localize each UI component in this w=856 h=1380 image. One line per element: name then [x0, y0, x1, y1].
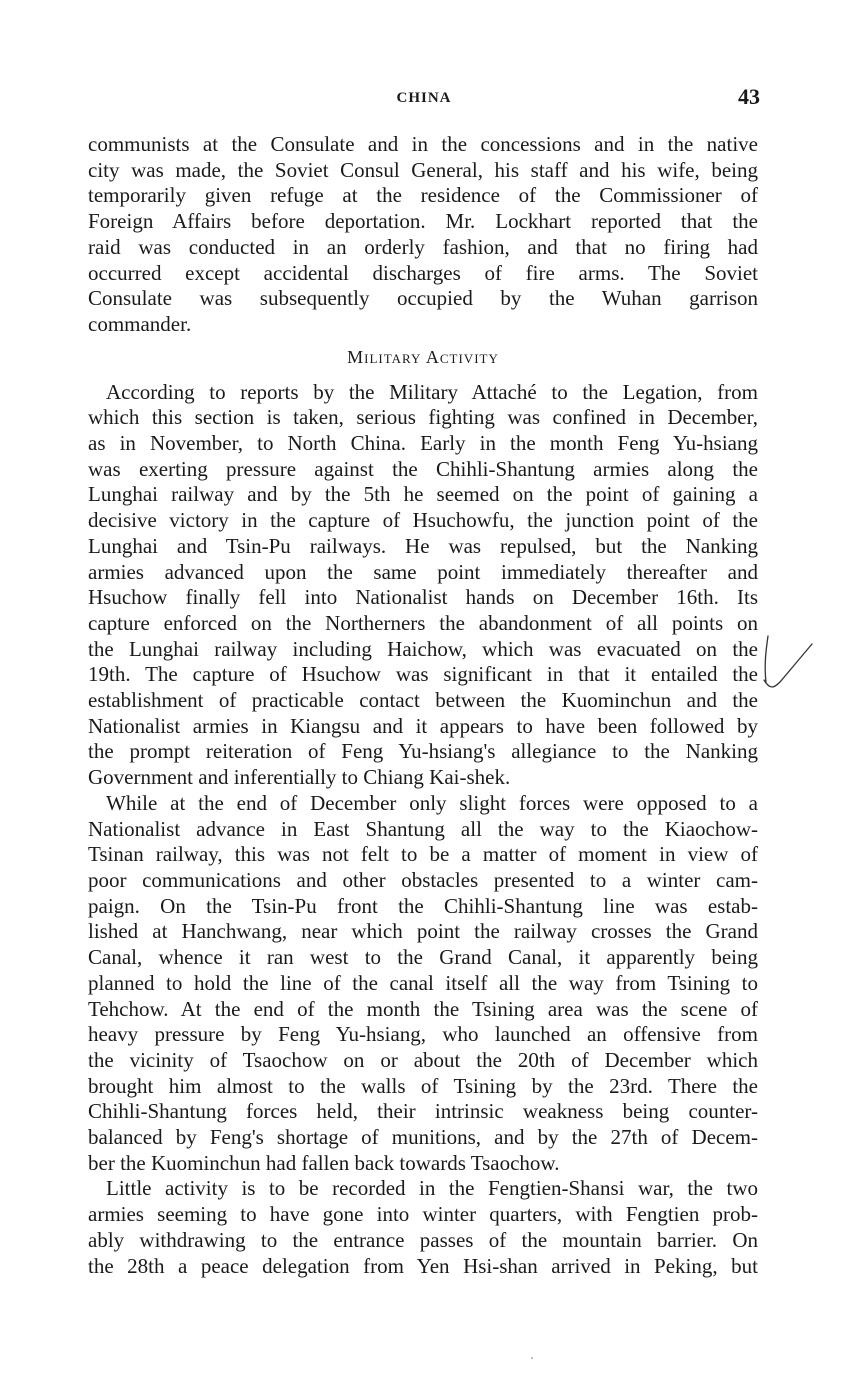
- text-line: occurred except accidental discharges of fire arms. The Soviet: [88, 260, 758, 285]
- text-line: ber the Kuominchun had fallen back towards Tsaochow.: [88, 1150, 560, 1175]
- page-header: [88, 84, 760, 114]
- paragraph: [88, 132, 758, 338]
- text-line: the Lunghai railway including Haichow, which was evacuated on the: [88, 636, 758, 661]
- text-line: brought him almost to the walls of Tsining by the 23rd. There the: [88, 1073, 758, 1098]
- text-line: planned to hold the line of the canal itself all the way from Tsining to: [88, 970, 758, 995]
- body-text: [88, 132, 758, 1279]
- text-line: capture enforced on the Northerners the abandonment of all points on: [88, 610, 758, 635]
- paragraph: [88, 380, 758, 791]
- text-line: the prompt reiteration of Feng Yu-hsiang's allegiance to the Nanking: [88, 739, 758, 764]
- text-line: Foreign Affairs before deportation. Mr. Lockhart reported that the: [88, 209, 758, 234]
- text-line: establishment of practicable contact between the Kuominchun and the: [88, 688, 758, 713]
- page-number: 43: [738, 84, 760, 109]
- text-line: Lunghai and Tsin-Pu railways. He was repulsed, but the Nanking: [88, 533, 758, 558]
- text-line: Government and inferentially to Chiang Kai-shek.: [88, 765, 511, 790]
- text-line: decisive victory in the capture of Hsuchowfu, the junction point of the: [88, 508, 758, 533]
- text-line: Little activity is to be recorded in the Fengtien-Shansi war, the two: [106, 1176, 758, 1201]
- text-line: Hsuchow finally fell into Nationalist hands on December 16th. Its: [88, 585, 758, 610]
- text-line: Lunghai railway and by the 5th he seemed on the point of gaining a: [88, 482, 758, 507]
- text-line: Nationalist advance in East Shantung all the way to the Kiaochow-: [88, 816, 758, 841]
- text-line: temporarily given refuge at the residence of the Commissioner of: [88, 183, 758, 208]
- text-line: heavy pressure by Feng Yu-hsiang, who launched an offensive from: [88, 1022, 758, 1047]
- text-line: was exerting pressure against the Chihli-Shantung armies along the: [88, 456, 758, 481]
- text-line: raid was conducted in an orderly fashion, and that no firing had: [88, 234, 758, 259]
- text-line: which this section is taken, serious fighting was confined in December,: [88, 405, 758, 430]
- text-line: armies seeming to have gone into winter quarters, with Fengtien prob-: [88, 1202, 758, 1227]
- section-heading: Military Activity: [347, 346, 499, 367]
- running-title: CHINA: [396, 90, 452, 106]
- text-line: as in November, to North China. Early in the month Feng Yu-hsiang: [88, 431, 758, 456]
- text-line: paign. On the Tsin-Pu front the Chihli-Shantung line was estab-: [88, 893, 758, 918]
- text-line: Nationalist armies in Kiangsu and it appears to have been followed by: [88, 713, 758, 738]
- paragraph: [88, 1176, 758, 1279]
- text-line: the 28th a peace delegation from Yen Hsi-shan arrived in Peking, but: [88, 1253, 758, 1278]
- text-line: lished at Hanchwang, near which point the railway crosses the Grand: [88, 919, 758, 944]
- text-line: 19th. The capture of Hsuchow was significant in that it entailed the: [88, 662, 758, 687]
- text-line: armies advanced upon the same point immediately thereafter and: [88, 559, 758, 584]
- text-line: Chihli-Shantung forces held, their intrinsic weakness being counter-: [88, 1099, 758, 1124]
- text-line: ably withdrawing to the entrance passes of the mountain barrier. On: [88, 1227, 758, 1252]
- text-line: communists at the Consulate and in the concessions and in the native: [88, 132, 758, 156]
- text-line: Canal, whence it ran west to the Grand Canal, it apparently being: [88, 945, 758, 970]
- text-line: According to reports by the Military Attaché to the Legation, from: [106, 379, 758, 404]
- text-line: balanced by Feng's shortage of munitions, and by the 27th of Decem-: [88, 1125, 758, 1150]
- paragraph: [88, 791, 758, 1177]
- text-line: poor communications and other obstacles presented to a winter cam-: [88, 867, 758, 892]
- text-line: Consulate was subsequently occupied by the Wuhan garrison: [88, 286, 758, 311]
- text-line: While at the end of December only slight forces were opposed to a: [106, 790, 758, 815]
- text-line: the vicinity of Tsaochow on or about the 20th of December which: [88, 1047, 758, 1072]
- text-line: Tsinan railway, this was not felt to be a matter of moment in view of: [88, 842, 758, 867]
- text-line: commander.: [88, 311, 192, 336]
- text-line: city was made, the Soviet Consul General, his staff and his wife, being: [88, 157, 758, 182]
- text-line: Tehchow. At the end of the month the Tsining area was the scene of: [88, 996, 758, 1021]
- handwritten-checkmark-icon: [760, 630, 820, 700]
- scan-speck: [531, 1357, 533, 1359]
